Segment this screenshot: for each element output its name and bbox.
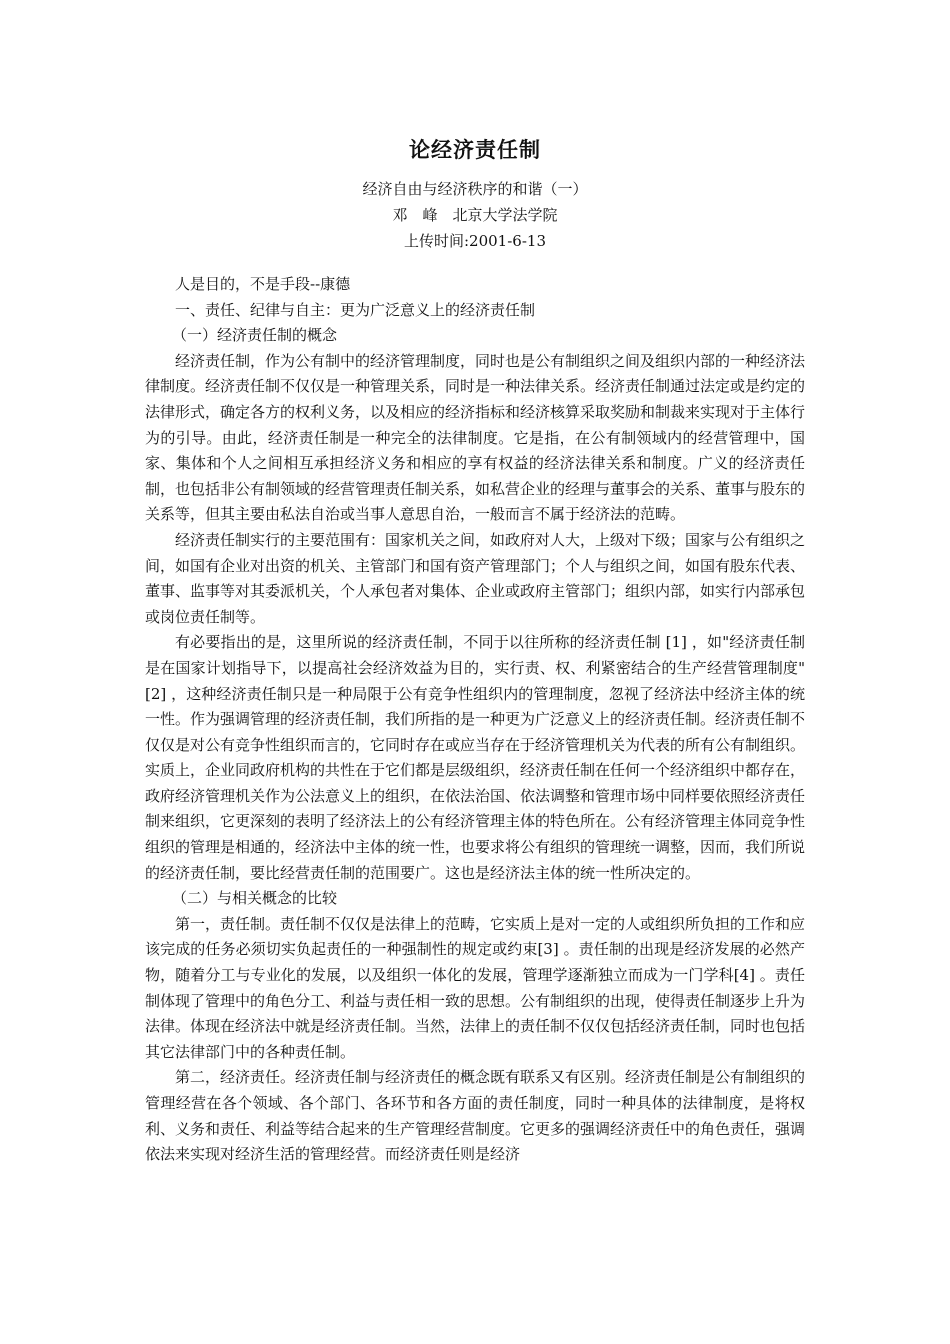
subsection-heading: （一）经济责任制的概念 <box>172 326 338 345</box>
upload-date: 上传时间:2001-6-13 <box>404 232 546 250</box>
subsection-heading: （二）与相关概念的比较 <box>172 889 338 908</box>
document-title: 论经济责任制 <box>409 137 541 162</box>
author-line: 邓 峰 北京大学法学院 <box>392 206 558 224</box>
paragraph: 有必要指出的是，这里所说的经济责任制，不同于以往所称的经济责任制 [1] ，如"经济责任制是在国家计划指导下，以提高社会经济效益为目的，实行责、权、利紧密结合的生产经营管理制度"[2] ，这种经济责任制只是一种局限于公有竞争性组织内的管理制度，忽视了经济法中经济主体的统一性。作为强调管理的经济责任制，我们所指的是一种更为广泛意义上的经济责任制。经济责任制不仅仅是对公有竞争性组织而言的，它同时存在或应当存在于经济管理机关为代表的所有公有制组织。实质上，企业同政府机构的共性在于它们都是层级组织，经济责任制在任何一个经济组织中都存在，政府经济管理机关作为公法意义上的组织，在依法治国、依法调整和管理市场中同样要依照经济责任制来组织，它更深刻的表明了经济法上的公有经济管理主体的特色所在。公有经济管理主体同竞争性组织的管理是相通的，经济法中主体的统一性，也要求将公有组织的管理统一调整，因而，我们所说的经济责任制，要比经营责任制的范围要广。这也是经济法主体的统一性所决定的。 <box>145 633 806 882</box>
paragraph: 经济责任制实行的主要范围有：国家机关之间，如政府对人大，上级对下级；国家与公有组织之间，如国有企业对出资的机关、主管部门和国有资产管理部门；个人与组织之间，如国有股东代表、董事、监事等对其委派机关，个人承包者对集体、企业或政府主管部门；组织内部，如实行内部承包或岗位责任制等。 <box>145 530 806 626</box>
document-body <box>145 272 805 1168</box>
section-heading: 一、责任、纪律与自主：更为广泛意义上的经济责任制 <box>175 300 536 319</box>
document-subtitle: 经济自由与经济秩序的和谐（一） <box>362 180 588 198</box>
paragraph: 经济责任制，作为公有制中的经济管理制度，同时也是公有制组织之间及组织内部的一种经济法律制度。经济责任制不仅仅是一种管理关系，同时是一种法律关系。经济责任制通过法定或是约定的法律形式，确定各方的权利义务，以及相应的经济指标和经济核算采取奖励和制裁来实现对于主体行为的引导。由此，经济责任制是一种完全的法律制度。它是指，在公有制领域内的经营管理中，国家、集体和个人之间相互承担经济义务和相应的享有权益的经济法律关系和制度。广义的经济责任制，也包括非公有制领域的经营管理责任制关系，如私营企业的经理与董事会的关系、董事与股东的关系等，但其主要由私法自治或当事人意思自治，一般而言不属于经济法的范畴。 <box>145 351 806 524</box>
paragraph: 第二，经济责任。经济责任制与经济责任的概念既有联系又有区别。经济责任制是公有制组织的管理经营在各个领域、各个部门、各环节和各方面的责任制度，同时一种具体的法律制度，是将权利、义务和责任、利益等结合起来的生产管理经营制度。它更多的强调经济责任中的角色责任，强调依法来实现对经济生活的管理经营。而经济责任则是经济 <box>145 1068 806 1164</box>
epigraph: 人是目的，不是手段--康德 <box>175 275 351 293</box>
paragraph: 第一，责任制。责任制不仅仅是法律上的范畴，它实质上是对一定的人或组织所负担的工作和应该完成的任务必须切实负起责任的一种强制性的规定或约束[3] 。责任制的出现是经济发展的必然产物，随着分工与专业化的发展，以及组织一体化的发展，管理学逐渐独立而成为一门学科[4] 。责任制体现了管理中的角色分工、利益与责任相一致的思想。公有制组织的出现，使得责任制逐步上升为法律。体现在经济法中就是经济责任制。当然，法律上的责任制不仅仅包括经济责任制，同时也包括其它法律部门中的各种责任制。 <box>145 914 806 1061</box>
